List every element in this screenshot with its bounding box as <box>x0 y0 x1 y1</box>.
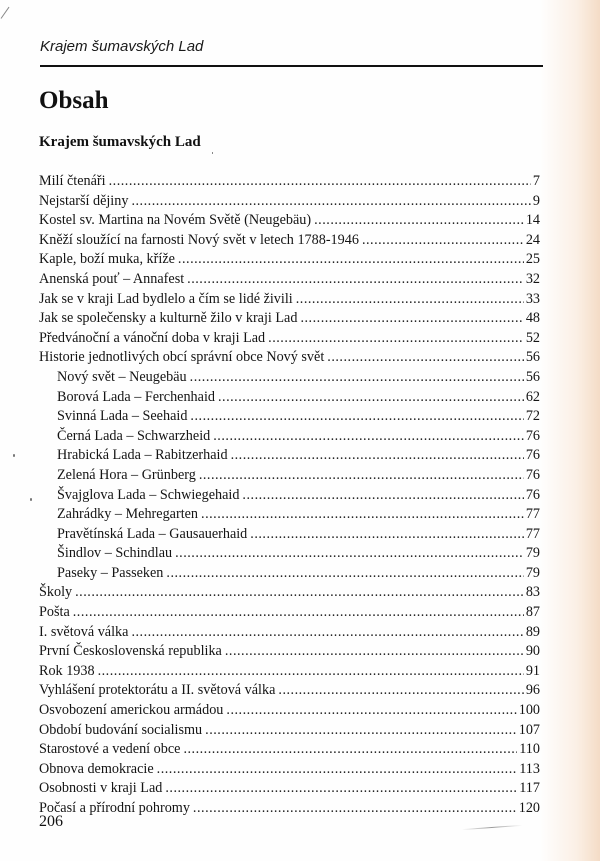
toc-entry <box>39 583 540 603</box>
dot-leader <box>327 348 524 368</box>
dot-leader <box>187 270 524 290</box>
toc-entry-page: 100 <box>518 702 540 719</box>
toc-entry-title: Jak se v kraji Lad bydlelo a čím se lidé živili <box>39 290 293 307</box>
dot-leader <box>193 799 517 819</box>
toc-subentry <box>39 544 540 564</box>
dot-leader <box>242 486 523 506</box>
toc-entry-page: 79 <box>525 545 540 562</box>
toc-entry-page: 91 <box>525 662 540 679</box>
toc-entry-page: 120 <box>518 800 540 816</box>
toc-entry-page: 48 <box>525 310 540 327</box>
toc-entry-page: 76 <box>525 466 540 483</box>
toc-entry-page: 52 <box>525 329 540 346</box>
toc-entry-title: Školy <box>39 584 73 601</box>
table-of-contents <box>39 172 540 819</box>
dot-leader <box>362 231 524 251</box>
toc-entry-page: 87 <box>525 604 540 621</box>
dot-leader <box>131 192 530 212</box>
toc-entry-page: 77 <box>525 506 540 523</box>
toc-entry-title: Anenská pouť – Annafest <box>39 270 185 287</box>
toc-entry-title: Kostel sv. Martina na Novém Světě (Neugebäu) <box>39 212 312 229</box>
dot-leader <box>205 721 517 741</box>
toc-entry-title: Zelená Hora – Grünberg <box>57 466 196 483</box>
toc-entry-page: 33 <box>525 290 540 307</box>
dot-leader <box>183 740 517 760</box>
toc-entry-title: Šindlov – Schindlau <box>57 545 173 562</box>
toc-entry-page: 25 <box>525 251 540 268</box>
toc-entry-page: 90 <box>525 643 540 660</box>
header-rule <box>40 65 543 67</box>
dot-leader <box>98 662 524 682</box>
toc-entry <box>39 211 540 231</box>
toc-entry-title: Paseky – Passeken <box>57 564 164 581</box>
toc-entry-page: 96 <box>525 682 540 699</box>
toc-entry-page: 9 <box>532 192 540 209</box>
toc-subentry <box>39 564 540 584</box>
toc-subentry <box>39 486 540 506</box>
toc-entry-page: 14 <box>525 212 540 229</box>
dot-leader <box>166 564 523 584</box>
toc-entry-title: Obnova demokracie <box>39 760 154 777</box>
toc-entry-title: První Československá republika <box>39 643 222 660</box>
scan-speck <box>30 498 32 501</box>
toc-entry-page: 107 <box>518 721 540 738</box>
toc-subentry <box>39 505 540 525</box>
dot-leader <box>218 388 524 408</box>
toc-subentry <box>39 388 540 408</box>
toc-entry <box>39 623 540 643</box>
toc-entry <box>39 603 540 623</box>
toc-entry-title: Osvobození americkou armádou <box>39 702 224 719</box>
dot-leader <box>225 642 524 662</box>
toc-entry-title: Osobnosti v kraji Lad <box>39 780 163 797</box>
toc-entry-title: Kaple, boží muka, kříže <box>39 251 175 268</box>
toc-entry-page: 113 <box>519 760 540 777</box>
toc-entry <box>39 740 540 760</box>
toc-entry-page: 83 <box>525 584 540 601</box>
dot-leader <box>231 446 524 466</box>
dot-leader <box>73 603 524 623</box>
toc-subentry <box>39 466 540 486</box>
dot-leader <box>314 211 524 231</box>
toc-entry <box>39 779 540 799</box>
dot-leader <box>190 368 524 388</box>
toc-entry-page: 76 <box>525 427 540 444</box>
toc-entry-title: Starostové a vedení obce <box>39 741 181 758</box>
scan-speck <box>13 454 15 457</box>
toc-entry <box>39 172 540 192</box>
toc-entry <box>39 270 540 290</box>
toc-entry-title: Vyhlášení protektorátu a II. světová válka <box>39 682 276 699</box>
dot-leader <box>296 290 524 310</box>
toc-entry-page: 77 <box>525 525 540 542</box>
toc-entry-title: Pošta <box>39 604 70 621</box>
dot-leader <box>213 427 524 447</box>
toc-entry <box>39 721 540 741</box>
toc-entry-page: 79 <box>525 564 540 581</box>
dot-leader <box>190 407 523 427</box>
toc-entry-page: 72 <box>525 408 540 425</box>
toc-entry-title: Zahrádky – Mehregarten <box>57 506 199 523</box>
toc-entry <box>39 348 540 368</box>
toc-subentry <box>39 407 540 427</box>
dot-leader <box>165 779 517 799</box>
page-number: 206 <box>39 813 63 830</box>
toc-entry <box>39 290 540 310</box>
toc-entry-title: Pravětínská Lada – Gausauerhaid <box>57 525 248 542</box>
toc-entry-title: Kněží sloužící na farnosti Nový svět v letech 1788-1946 <box>39 231 359 248</box>
toc-entry <box>39 681 540 701</box>
dot-leader <box>300 309 523 329</box>
toc-entry-page: 89 <box>525 623 540 640</box>
toc-entry <box>39 231 540 251</box>
dot-leader <box>268 329 524 349</box>
dot-leader <box>75 583 524 603</box>
toc-entry-title: Milí čtenáři <box>39 173 106 189</box>
toc-subentry <box>39 368 540 388</box>
toc-entry <box>39 192 540 212</box>
toc-entry <box>39 642 540 662</box>
dot-leader <box>201 505 524 525</box>
toc-entry <box>39 662 540 682</box>
dot-leader <box>199 466 524 486</box>
dot-leader <box>226 701 516 721</box>
dot-leader <box>109 172 531 192</box>
toc-entry <box>39 309 540 329</box>
toc-entry-title: Předvánoční a vánoční doba v kraji Lad <box>39 329 266 346</box>
toc-entry-title: Černá Lada – Schwarzheid <box>57 427 211 444</box>
toc-entry-page: 110 <box>519 741 540 758</box>
toc-subentry <box>39 427 540 447</box>
toc-entry-title: Nový svět – Neugebäu <box>57 368 187 385</box>
toc-entry <box>39 760 540 780</box>
toc-entry-page: 7 <box>532 173 540 189</box>
toc-entry-page: 32 <box>525 270 540 287</box>
dot-leader <box>178 250 524 270</box>
toc-subentry <box>39 525 540 545</box>
scan-speck <box>212 152 213 154</box>
toc-entry-title: Počasí a přírodní pohromy <box>39 800 190 816</box>
toc-entry-title: Nejstarší dějiny <box>39 192 129 209</box>
toc-entry-page: 76 <box>525 486 540 503</box>
toc-entry-title: Historie jednotlivých obcí správní obce Nový svět <box>39 349 325 366</box>
toc-entry-title: Svinná Lada – Seehaid <box>57 408 188 425</box>
toc-entry-page: 24 <box>525 231 540 248</box>
page-title: Obsah <box>39 87 109 114</box>
scan-smudge <box>462 825 522 830</box>
toc-entry-page: 56 <box>525 368 540 385</box>
toc-entry-title: Borová Lada – Ferchenhaid <box>57 388 215 405</box>
toc-entry <box>39 250 540 270</box>
toc-entry-title: Hrabická Lada – Rabitzerhaid <box>57 447 228 464</box>
toc-entry-page: 76 <box>525 447 540 464</box>
section-title: Krajem šumavských Lad <box>39 134 201 150</box>
dot-leader <box>250 525 524 545</box>
dot-leader <box>157 760 518 780</box>
toc-entry-page: 62 <box>525 388 540 405</box>
dot-leader <box>175 544 524 564</box>
toc-entry <box>39 799 540 819</box>
toc-entry-page: 117 <box>519 780 540 797</box>
toc-entry-title: Rok 1938 <box>39 662 95 679</box>
toc-entry <box>39 329 540 349</box>
toc-entry-title: Období budování socialismu <box>39 721 203 738</box>
toc-entry-title: Jak se společensky a kulturně žilo v kraji Lad <box>39 310 298 327</box>
toc-entry-title: Švajglova Lada – Schwiegehaid <box>57 486 240 503</box>
toc-entry-title: I. světová válka <box>39 623 129 640</box>
dot-leader <box>131 623 523 643</box>
dot-leader <box>278 681 523 701</box>
running-head: Krajem šumavských Lad <box>40 38 204 55</box>
scan-mark <box>1 7 10 19</box>
toc-entry-page: 56 <box>525 349 540 366</box>
toc-entry <box>39 701 540 721</box>
toc-subentry <box>39 446 540 466</box>
